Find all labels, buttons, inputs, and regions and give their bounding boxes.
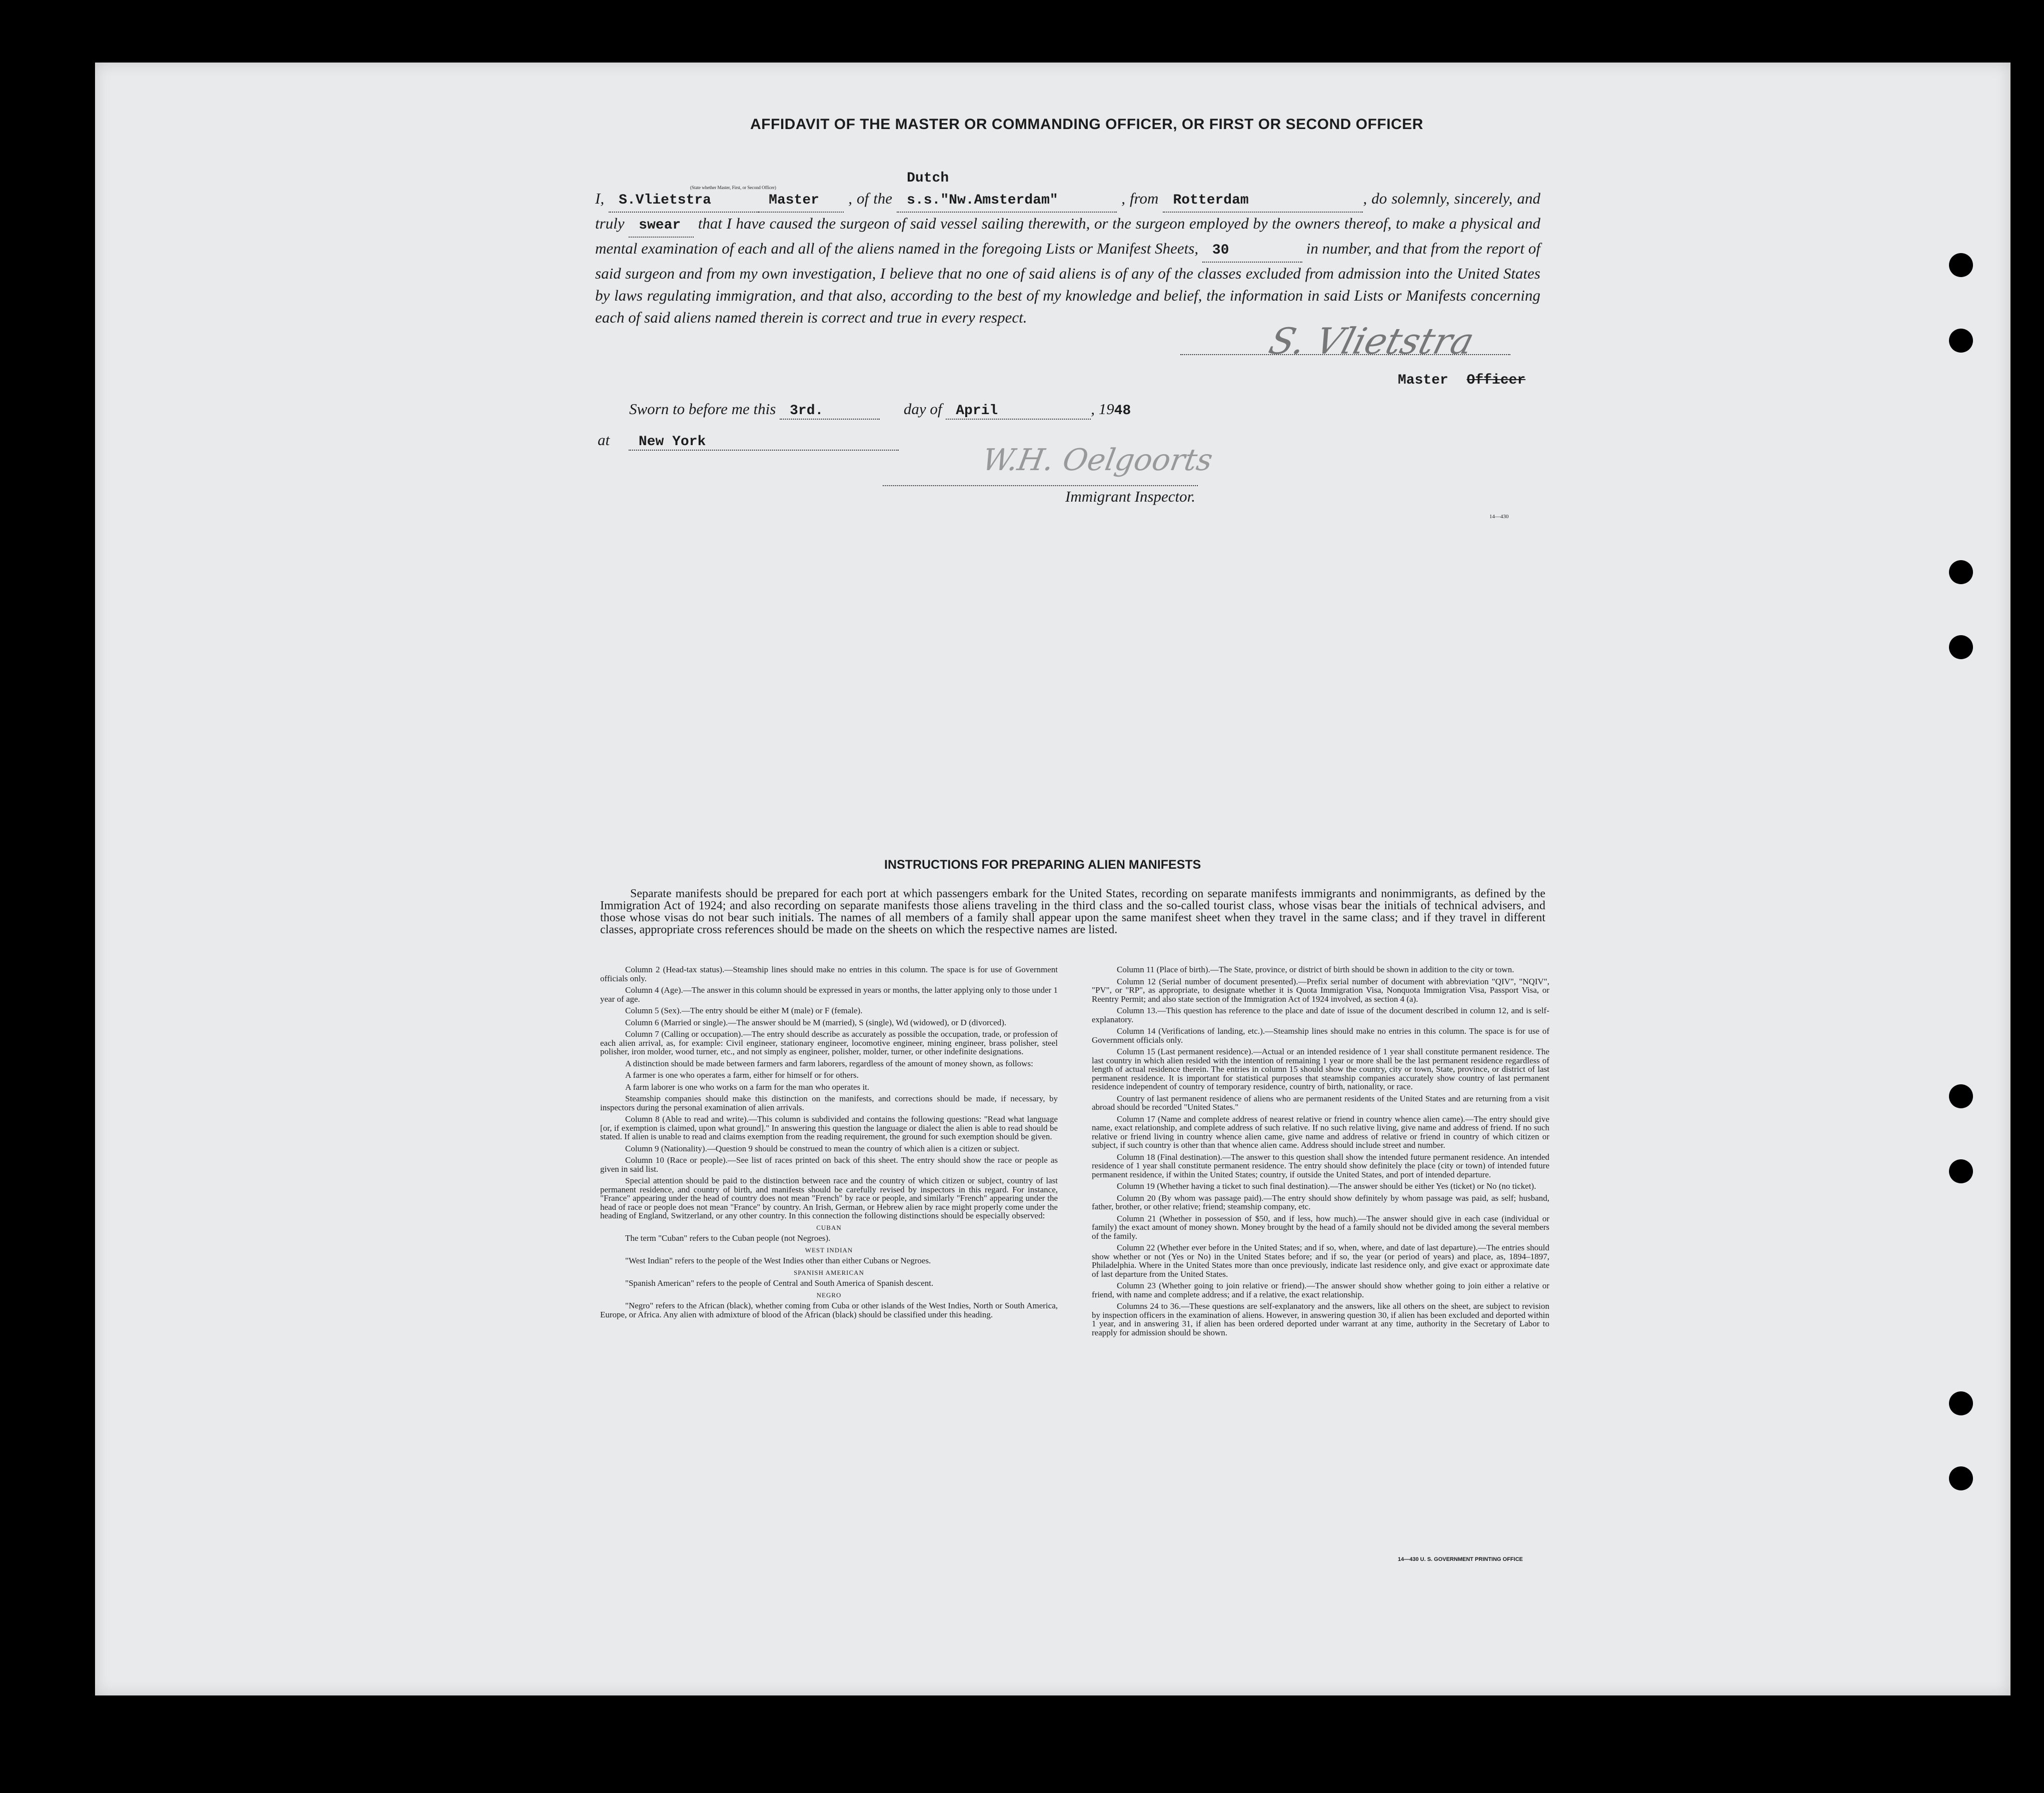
instruction-paragraph: Column 14 (Verifications of landing, etc.).—Steamship lines should make no entries in this column. The space is for use of Government officials only.: [1092, 1026, 1549, 1045]
instructions-right-column: [1092, 965, 1549, 1340]
master-name: S.Vlietstra: [609, 190, 759, 213]
signer-role-struck: Officer: [1466, 373, 1526, 388]
instruction-paragraph: Column 20 (By whom was passage paid).—The entry should show definitely by whom passage was paid, as self; husband, father, brother, or other relative; friend; steamship company, etc.: [1092, 1193, 1549, 1211]
affidavit-text: , of the: [848, 190, 893, 207]
form-number: 14—430: [1489, 514, 1509, 520]
sworn-day: 3rd.: [780, 403, 880, 420]
instruction-paragraph: Column 8 (Able to read and write).—This column is subdivided and contains the following questions: "Read what language [or, if exemption is claimed, upon what ground]." In answering this question the language or dialect the alien is able to read should be stated. If alien is unable to read and claims exemption from the reading requirement, the ground for such exemption should be given.: [600, 1114, 1058, 1141]
instruction-paragraph: A farmer is one who operates a farm, either for himself or for others.: [625, 1070, 859, 1080]
instruction-paragraph: "Spanish American" refers to the people of Central and South America of Spanish descent.: [625, 1278, 934, 1288]
punch-hole: [1949, 1084, 1973, 1108]
at-label: at: [598, 431, 610, 449]
inspector-signature-line: [883, 485, 1198, 486]
affidavit-text: I,: [595, 190, 605, 207]
vessel-name: Dutch s.s."Nw.Amsterdam": [897, 168, 1117, 213]
instruction-paragraph: Special attention should be paid to the distinction between race and the country of which citizen or subject, country of last permanent residence, and country of birth, and manifests should be carefully revised by inspectors in this regard. For instance, "France" appearing under the head of country does not mean "French" by race or people, and similarly "French" appearing under the head of race or people does not mean "France" by country. An Irish, German, or Hebrew alien by race might properly come under the heading of England, Switzerland, or any other country. In this connection the following distinctions should be especially observed:: [600, 1176, 1058, 1220]
signature-line: [1180, 354, 1510, 355]
instruction-paragraph: A distinction should be made between farmers and farm laborers, regardless of the amount of money shown, as follows:: [625, 1058, 1033, 1068]
sheet-count: 30: [1202, 240, 1302, 263]
inspector-signature: W.H. Oelgoorts: [979, 443, 1216, 478]
sworn-place: New York: [629, 434, 899, 451]
instruction-paragraph: Column 18 (Final destination).—The answer to this question shall show the intended future permanent residence. An intended residence of 1 year shall constitute permanent residence. The entry should show definitely the place (city or town) of intended future permanent residence, if within the United States; country, if outside the United States, and port of intended departure.: [1092, 1152, 1549, 1179]
heading-cuban: CUBAN: [816, 1223, 842, 1231]
sworn-label: Sworn to before me this: [629, 400, 776, 418]
instruction-paragraph: Column 13.—This question has reference to the place and date of issue of the document described in column 12, and is self-explanatory.: [1092, 1006, 1549, 1024]
sworn-line: [629, 400, 1131, 420]
instruction-paragraph: A farm laborer is one who works on a farm for the man who operates it.: [625, 1082, 870, 1092]
instructions-intro: Separate manifests should be prepared for each port at which passengers embark for the United States, recording on separate manifests immigrants and nonimmigrants, as defined by the Immigration Act of 1924; and also recording on separate manifests those aliens traveling in the third class and the so-called tourist class, whose visas bear the initials of technical advisers, and those whose visas do not bear such initials. The names of all members of a family shall appear upon the same manifest sheet when they travel in the same class; and if they travel in different classes, appropriate cross references should be made on the sheets on which the respective names are listed.: [600, 887, 1545, 936]
punch-hole: [1949, 1466, 1973, 1490]
instruction-paragraph: Column 12 (Serial number of document presented).—Prefix serial number of document with abbreviation "QIV", "NQIV", "PV", or "RP", as appropriate, to designate whether it is Quota Immigration Visa, Nonquota Immigration Visa, Passport Visa, or Reentry Permit; and also state section of the Immigration Act of 1924 involved, as section 4 (a).: [1092, 976, 1549, 1004]
instruction-paragraph: Column 15 (Last permanent residence).—Actual or an intended residence of 1 year shall constitute permanent residence. The last country in which alien resided with the intention of remaining 1 year or more shall be the last permanent residence regardless of length of actual residence therein. The entries in column 15 should show the country, city or town, State, province, or district of last permanent residence. It is important for statistical purposes that steamship companies accurately show country of last permanent residence independent of country of temporary residence, country of birth, nationality, or race.: [1092, 1047, 1549, 1091]
punch-hole: [1949, 1391, 1973, 1415]
affidavit-text: , from: [1121, 190, 1159, 207]
instruction-paragraph: The term "Cuban" refers to the Cuban people (not Negroes).: [625, 1233, 831, 1243]
instruction-paragraph: Column 7 (Calling or occupation).—The entry should describe as accurately as possible the occupation, trade, or profession of each alien arrival, as, for example: Civil engineer, stationary engineer, locomotive engineer, mining engineer, brass polisher, steel polisher, iron molder, wood turner, etc., and not simply as engineer, polisher, molder, turner, or other indefinite designations.: [600, 1029, 1058, 1056]
place-line: [598, 431, 899, 451]
officer-rank: Master: [759, 190, 844, 213]
punch-hole: [1949, 253, 1973, 277]
instruction-paragraph: Column 21 (Whether in possession of $50, and if less, how much).—The answer should give in each case (individual or family) the exact amount of money shown. Money brought by the head of a family should not be divided among the several members of the family.: [1092, 1213, 1549, 1241]
departure-port: Rotterdam: [1163, 190, 1363, 213]
punch-hole: [1949, 1159, 1973, 1183]
instruction-paragraph: Column 9 (Nationality).—Question 9 should be construed to mean the country of which alien is a citizen or subject.: [625, 1143, 1020, 1153]
inspector-title: Immigrant Inspector.: [1065, 488, 1196, 505]
instruction-paragraph: Columns 24 to 36.—These questions are self-explanatory and the answers, like all others on the sheet, are subject to revision by inspection officers in the examination of aliens. However, in answering question 30, if alien has been excluded and deported within 1 year, and in answering 31, if alien has been ordered deported under warrant at any time, authority in the Secretary of Labor to reapply for admission should be shown.: [1092, 1301, 1549, 1337]
instruction-paragraph: Column 2 (Head-tax status).—Steamship lines should make no entries in this column. The space is for use of Government officials only.: [600, 965, 1058, 983]
instruction-paragraph: "Negro" refers to the African (black), whether coming from Cuba or other islands of the West Indies, North or South America, Europe, or Africa. Any alien with admixture of blood of the African (black) should be classified under this heading.: [600, 1301, 1058, 1319]
rank-note: (State whether Master, First, or Second Officer): [690, 185, 776, 190]
sworn-month: April: [946, 403, 1091, 420]
affidavit-text: solemnly, sincerely, and truly: [595, 190, 1540, 232]
heading-negro: NEGRO: [816, 1291, 842, 1299]
master-signature: S. Vlietstra: [1264, 320, 1479, 362]
punch-hole: [1949, 329, 1973, 353]
day-of-label: day of: [903, 400, 942, 418]
instruction-paragraph: Column 22 (Whether ever before in the United States; and if so, when, where, and date of last departure).—The entries should show whether or not (Yes or No) in the United States before; and if so, the year (or period of years) and place, as, 1894–1897, Philadelphia. Where in the United States more than once previously, indicate last residence only, and give exact or approximate date of last departure from the United States.: [1092, 1243, 1549, 1279]
instruction-paragraph: Column 10 (Race or people).—See list of races printed on back of this sheet. The entry should show the race or people as given in said list.: [600, 1155, 1058, 1174]
year-prefix: , 19: [1091, 400, 1114, 418]
instruction-paragraph: Column 6 (Married or single).—The answer should be M (married), S (single), Wd (widowed), or D (divorced).: [625, 1017, 1007, 1027]
instruction-paragraph: Steamship companies should make this distinction on the manifests, and corrections should be made, if necessary, by inspectors during the personal examination of alien arrivals.: [600, 1094, 1058, 1112]
affidavit-body: [595, 168, 1540, 329]
affidavit-text: in number, and that from the report of said surgeon and from my own investigation, I believe that no one of said aliens is of any of the classes excluded from admission into the United States by laws regulating immigration, and that also, according to the best of my knowledge and belief, the information in said Lists or Manifests concerning each of said aliens named therein is correct and true in every respect.: [595, 240, 1540, 326]
signer-role: [1398, 373, 1525, 388]
instruction-paragraph: Column 23 (Whether going to join relative or friend).—The answer should show whether going to join either a relative or friend, with name and complete address; and if a relative, the exact relationship.: [1092, 1281, 1549, 1299]
heading-spanish-american: SPANISH AMERICAN: [794, 1268, 864, 1276]
instruction-paragraph: Country of last permanent residence of aliens who are permanent residents of the United States and are returning from a visit abroad should be recorded "United States.": [1092, 1093, 1549, 1112]
punch-hole: [1949, 560, 1973, 584]
oath-word: swear: [629, 215, 694, 238]
instruction-paragraph: "West Indian" refers to the people of the West Indies other than either Cubans or Negroes.: [625, 1256, 931, 1265]
instruction-paragraph: Column 19 (Whether having a ticket to such final destination).—The answer should be either Yes (ticket) or No (no ticket).: [1117, 1181, 1536, 1191]
instruction-paragraph: Column 5 (Sex).—The entry should be either M (male) or F (female).: [625, 1006, 863, 1015]
instructions-left-column: [600, 965, 1058, 1322]
instructions-title: INSTRUCTIONS FOR PREPARING ALIEN MANIFESTS: [884, 858, 1201, 872]
signer-role-text: Master: [1398, 373, 1448, 388]
affidavit-title: AFFIDAVIT OF THE MASTER OR COMMANDING OFFICER, OR FIRST OR SECOND OFFICER: [750, 116, 1423, 133]
instruction-paragraph: Column 11 (Place of birth).—The State, province, or district of birth should be shown in addition to the city or town.: [1117, 965, 1514, 974]
instruction-paragraph: Column 17 (Name and complete address of nearest relative or friend in country whence alien came).—The entry should give name, exact relationship, and complete address of such relative. If no such relative living, give name and address of friend. If no such relative or friend living in country whence alien came, give name and address of relative or friend in country of which citizen or subject, if such country is other than that whence alien came. Address should include street and number.: [1092, 1114, 1549, 1150]
printing-office-footer: 14—430 U. S. GOVERNMENT PRINTING OFFICE: [1398, 1556, 1523, 1562]
affidavit-text: that I have caused the surgeon of said vessel sailing therewith, or the surgeon employed by the owners thereof, to make a physical and mental examination of each and all of the aliens named in the foregoing Lists or Manifest Sheets,: [595, 215, 1541, 257]
punch-hole: [1949, 635, 1973, 659]
heading-west-indian: WEST INDIAN: [805, 1246, 853, 1254]
sworn-year: 48: [1114, 403, 1131, 419]
affidavit-text: , do: [1363, 190, 1387, 207]
instruction-paragraph: Column 4 (Age).—The answer in this column should be expressed in years or months, the latter applying only to those under 1 year of age.: [600, 985, 1058, 1004]
